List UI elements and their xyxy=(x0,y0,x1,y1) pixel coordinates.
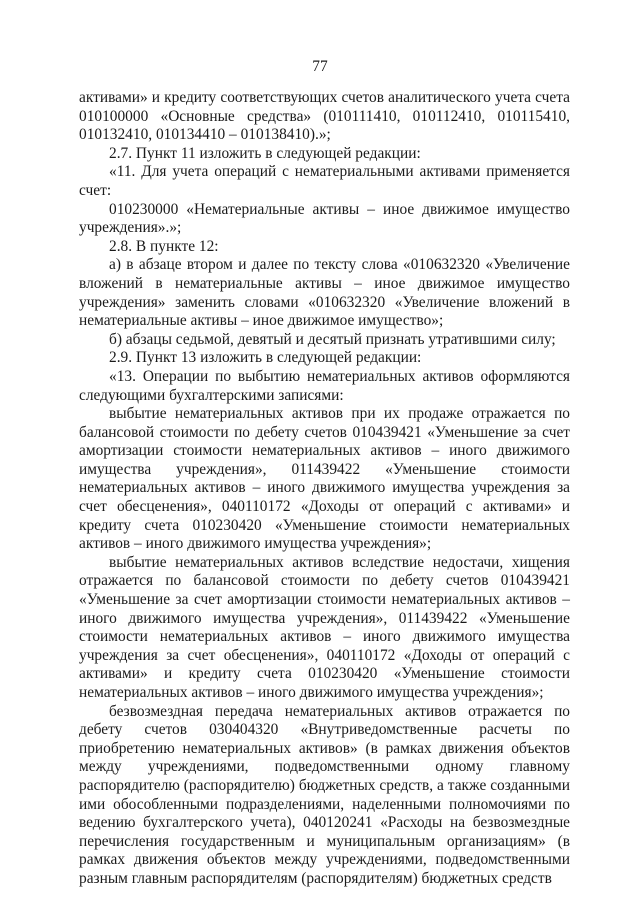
paragraph-disposal-shortage: выбытие нематериальных активов вследствие недостачи, хищения отражается по балансовой стоимости по дебету счетов 010439421 «Уменьшение за счет амортизации стоимости нематериальных активов – иного движимого имущества учреждения», 011439422 «Уменьшение стоимости нематериальных активов – иного движимого имущества учреждения за счет обесценения», 040110172 «Доходы от операций с активами» и кредиту счета 010230420 «Уменьшение стоимости нематериальных активов – иного движимого имущества учреждения»; xyxy=(79,553,570,701)
document-body xyxy=(79,89,570,889)
paragraph-2-9-heading: 2.9. Пункт 13 изложить в следующей редакции: xyxy=(109,349,422,367)
page-number: 77 xyxy=(312,58,328,75)
paragraph-2-7-heading: 2.7. Пункт 11 изложить в следующей редакции: xyxy=(109,144,421,162)
paragraph-disposal-sale: выбытие нематериальных активов при их продаже отражается по балансовой стоимости по дебету счетов 010439421 «Уменьшение за счет амортизации стоимости нематериальных активов – иного движимого имущества учреждения», 011439422 «Уменьшение стоимости нематериальных активов – иного движимого имущества учреждения за счет обесценения», 040110172 «Доходы от операций с активами» и кредиту счета 010230420 «Уменьшение стоимости нематериальных активов – иного движимого имущества учреждения»; xyxy=(79,405,570,553)
paragraph-clause-13: «13. Операции по выбытию нематериальных активов оформляются следующими бухгалтерскими записями: xyxy=(79,367,570,404)
paragraph-clause-11: «11. Для учета операций с нематериальными активами применяется счет: xyxy=(79,163,570,199)
paragraph-2-8-b: б) абзацы седьмой, девятый и десятый признать утратившими силу; xyxy=(109,330,556,348)
paragraph-account-010230000: 010230000 «Нематериальные активы – иное движимое имущество учреждения».»; xyxy=(79,200,570,237)
paragraph-continuation: активами» и кредиту соответствующих счетов аналитического учета счета 010100000 «Основные средства» (010111410, 010112410, 010115410, 010132410, 010134410 – 010138410).»; xyxy=(79,89,570,144)
paragraph-free-transfer: безвозмездная передача нематериальных активов отражается по дебету счетов 030404320 «Внутриведомственные расчеты по приобретению нематериальных активов» (в рамках движения объектов между учреждениями, подведомственными одному главному распорядителю (распорядителю) бюджетных средств, а также созданными ими обособленными подразделениями, наделенными полномочиями по ведению бухгалтерского учета), 040120241 «Расходы на безвозмездные перечисления государственным и муниципальным организациям» (в рамках движения объектов между учреждениями, подведомственными разным главным распорядителям (распорядителям) бюджетных средств xyxy=(79,702,570,887)
paragraph-2-8-a: а) в абзаце втором и далее по тексту слова «010632320 «Увеличение вложений в нематериальные активы – иное движимое имущество учреждения» заменить словами «010632320 «Увеличение вложений в нематериальные активы – иное движимое имущество»; xyxy=(79,256,570,330)
paragraph-2-8-heading: 2.8. В пункте 12: xyxy=(109,237,219,255)
